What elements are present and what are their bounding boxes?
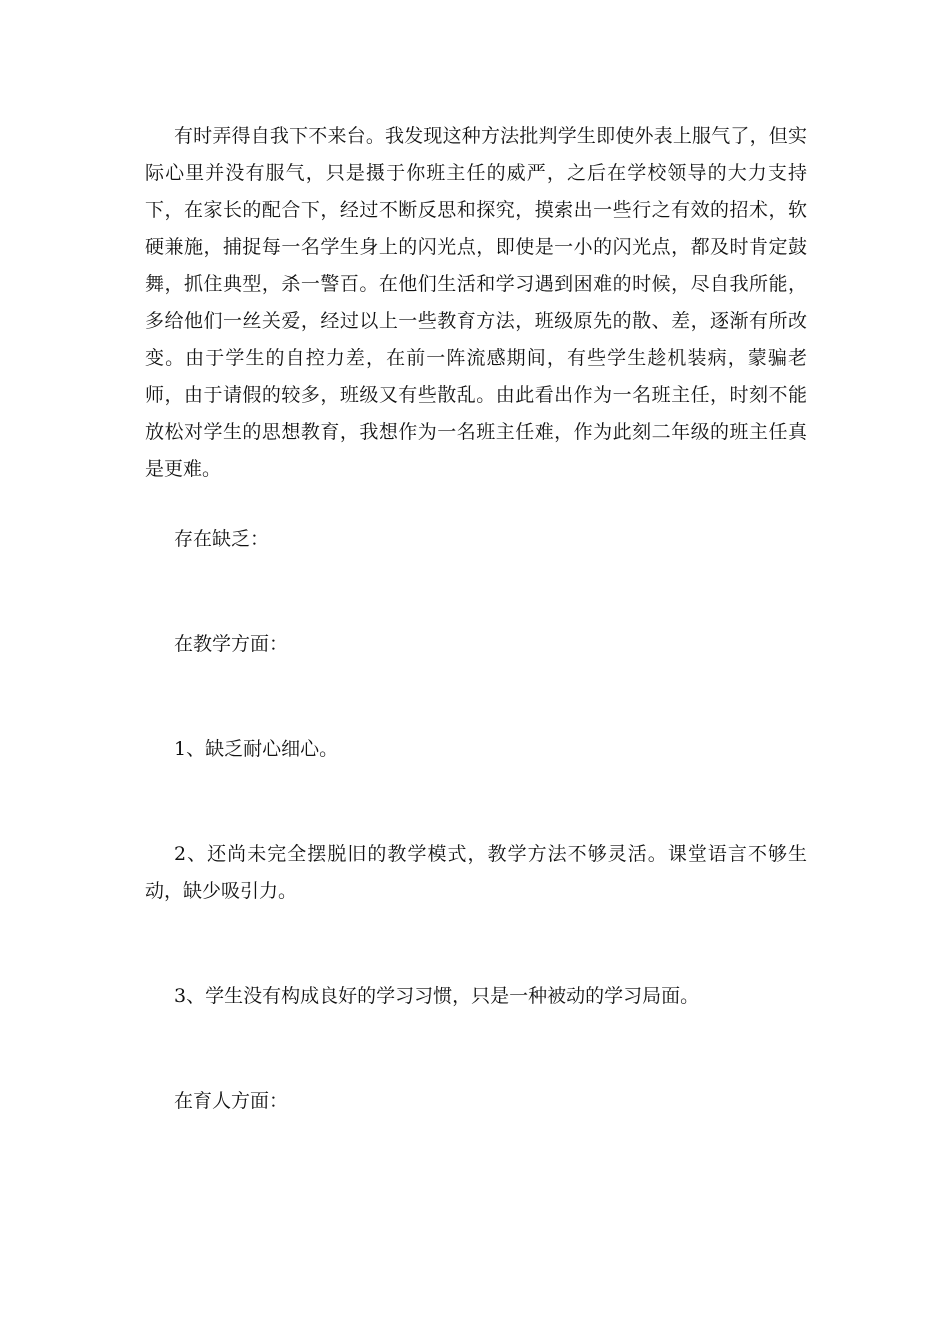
paragraph-class-management: 有时弄得自我下不来台。我发现这种方法批判学生即使外表上服气了，但实际心里并没有服气，只是摄于你班主任的威严，之后在学校领导的大力支持下，在家长的配合下，经过不断反思和探究，摸索出一些行之有效的招术，软硬兼施，捕捉每一名学生身上的闪光点，即使是一小的闪光点，都及时肯定鼓舞，抓住典型，杀一警百。在他们生活和学习遇到困难的时候，尽自我所能，多给他们一丝关爱，经过以上一些教育方法，班级原先的散、差，逐渐有所改变。由于学生的自控力差，在前一阵流感期间，有些学生趁机装病，蒙骗老师，由于请假的较多，班级又有些散乱。由此看出作为一名班主任，时刻不能放松对学生的思想教育，我想作为一名班主任难，作为此刻二年级的班主任真是更难。 [145, 125, 807, 480]
heading-education-aspect: 在育人方面： [174, 1090, 289, 1112]
list-item-3: 3、学生没有构成良好的学习习惯，只是一种被动的学习局面。 [174, 985, 700, 1007]
list-item-1: 1、缺乏耐心细心。 [174, 738, 339, 760]
heading-teaching-aspect: 在教学方面： [174, 633, 289, 655]
heading-shortcomings: 存在缺乏： [174, 528, 270, 550]
list-item-2: 2、还尚未完全摆脱旧的教学模式，教学方法不够灵活。课堂语言不够生动，缺少吸引力。 [145, 843, 807, 902]
